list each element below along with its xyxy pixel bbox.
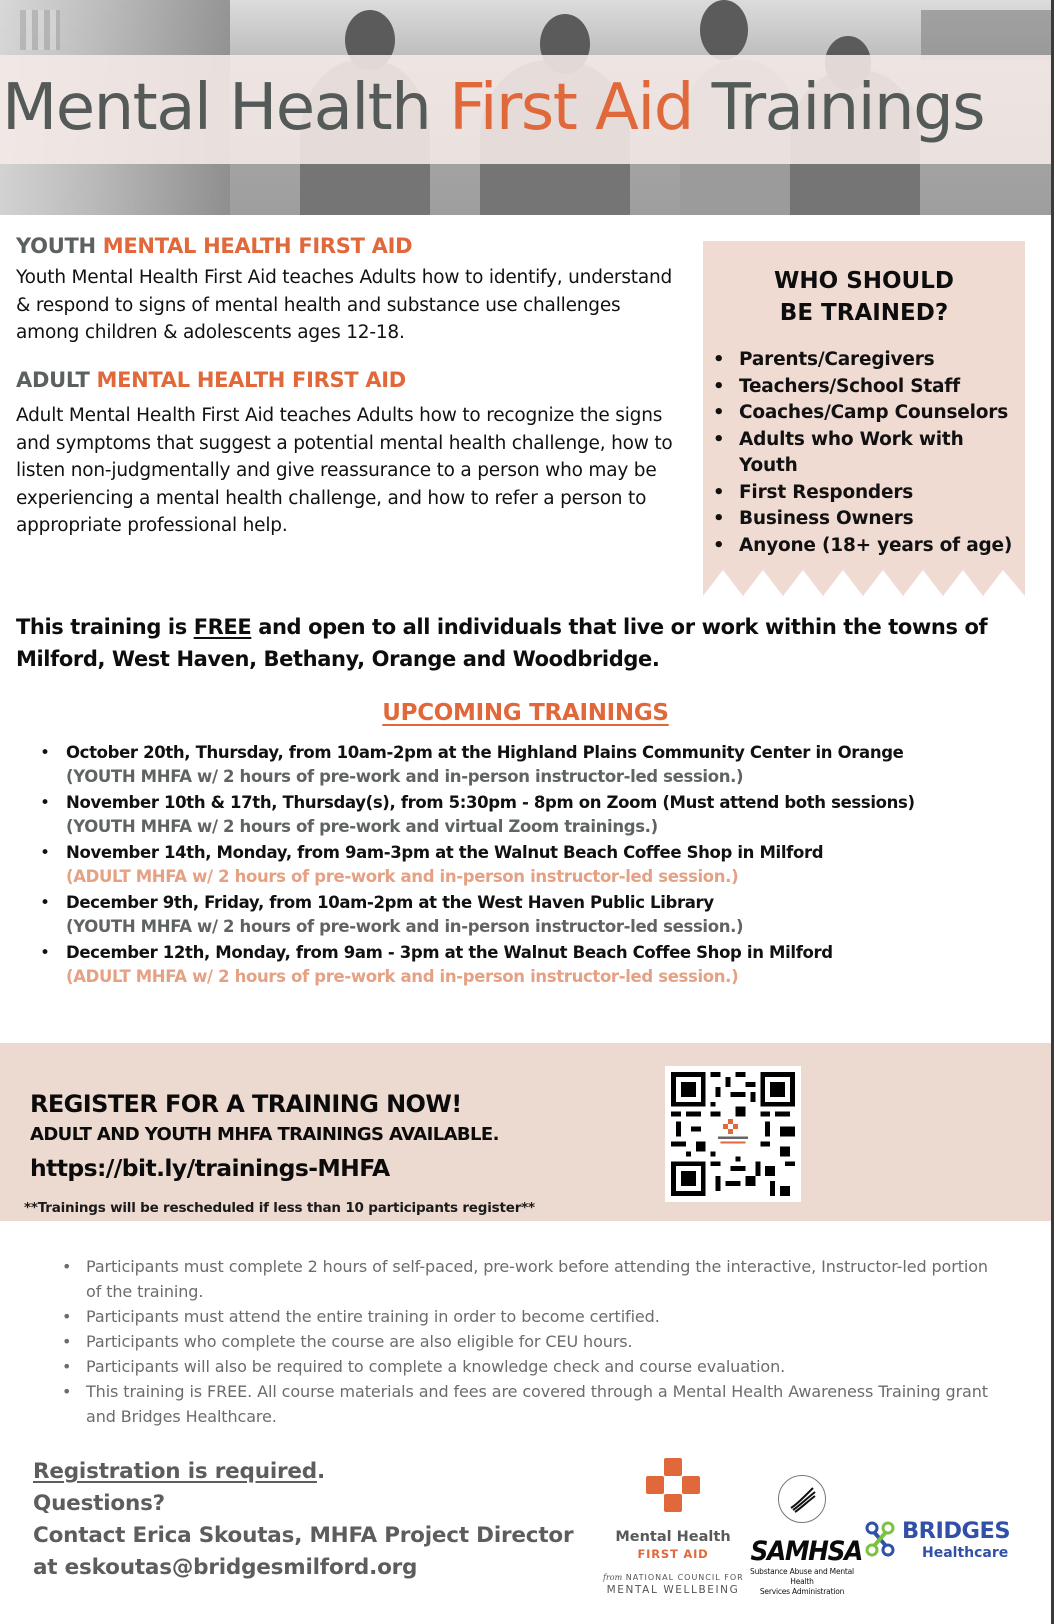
mhfa-logo (603, 1458, 743, 1598)
training-type-note: (ADULT MHFA w/ 2 hours of pre-work and in-person instructor-led session.) (66, 867, 739, 886)
contact-info (33, 1456, 593, 1584)
register-title: REGISTER FOR A TRAINING NOW! (30, 1090, 462, 1118)
adult-heading (16, 366, 676, 394)
who-should-be-trained-panel (703, 241, 1025, 598)
period: . (316, 1459, 325, 1484)
training-date-location: • November 10th & 17th, Thursday(s), from 5:30pm - 8pm on Zoom (Must attend both sessions) (66, 793, 915, 812)
zigzag-edge-decoration (703, 570, 1025, 598)
bridges-knot-icon (862, 1520, 902, 1560)
register-subtitle: ADULT AND YOUTH MHFA TRAININGS AVAILABLE. (30, 1124, 499, 1145)
free-eligibility-statement (16, 611, 1036, 675)
registration-required (33, 1456, 593, 1488)
youth-description: Youth Mental Health First Aid teaches Adults how to identify, understand & respond to signs of mental health and substance use challenges among children & adolescents ages 12-18. (16, 267, 673, 343)
training-item (38, 791, 1038, 839)
title-part: Mental Health (2, 71, 450, 145)
qr-code-icon (671, 1072, 795, 1196)
page-title (2, 68, 984, 148)
audience-item: • Business Owners (709, 506, 1025, 533)
audience-item: • Parents/Caregivers (709, 347, 1025, 374)
title-line: WHO SHOULD (774, 268, 954, 294)
training-type-note: (YOUTH MHFA w/ 2 hours of pre-work and in-person instructor-led session.) (66, 917, 744, 936)
title-accent: First Aid (449, 71, 693, 145)
youth-mhfa-section (16, 232, 676, 347)
samhsa-subtitle: Services Administration (759, 1587, 845, 1596)
contact-email-line (33, 1552, 593, 1584)
mhfa-logo-wellbeing: MENTAL WELLBEING (606, 1584, 740, 1596)
heading-prefix: ADULT (16, 368, 97, 392)
heading-accent: MENTAL HEALTH FIRST AID (102, 234, 413, 258)
samhsa-logo (746, 1475, 862, 1597)
registration-link[interactable]: https://bit.ly/trainings-MHFA (30, 1154, 390, 1182)
audience-item: • Adults who Work with Youth (709, 427, 1025, 480)
reschedule-note: **Trainings will be rescheduled if less than 10 participants register** (24, 1200, 535, 1216)
training-item (38, 841, 1038, 889)
audience-list (703, 347, 1025, 559)
requirement-item: • Participants will also be required to complete a knowledge check and course evaluation. (60, 1354, 1000, 1379)
heading-prefix: YOUTH (16, 234, 103, 258)
requirement-item: • Participants who complete the course are also eligible for CEU hours. (60, 1329, 1000, 1354)
training-item (38, 741, 1038, 789)
council-text: NATIONAL COUNCIL FOR (622, 1573, 744, 1582)
hhs-eagle-seal-icon (778, 1475, 826, 1523)
title-line: BE TRAINED? (779, 300, 949, 326)
heading-accent: MENTAL HEALTH FIRST AID (96, 368, 406, 392)
training-type-note: (YOUTH MHFA w/ 2 hours of pre-work and in-person instructor-led session.) (66, 767, 744, 786)
training-type-note: (ADULT MHFA w/ 2 hours of pre-work and in-person instructor-led session.) (66, 967, 739, 986)
requirement-item: • This training is FREE. All course materials and fees are covered through a Mental Health Awareness Training grant and Bridges Healthcare. (60, 1379, 1000, 1429)
free-emphasis: FREE (193, 615, 252, 639)
who-should-title (703, 265, 1025, 329)
training-item (38, 891, 1038, 939)
bridges-name: BRIDGES (902, 1518, 1011, 1544)
adult-mhfa-section (16, 366, 676, 540)
training-date-location: • December 9th, Friday, from 10am-2pm at the West Haven Public Library (66, 893, 714, 912)
hero-photo-skyline (921, 10, 1051, 60)
registration-qr-code[interactable] (665, 1066, 801, 1202)
title-part: Trainings (692, 71, 985, 145)
training-date-location: • November 14th, Monday, from 9am-3pm at the Walnut Beach Coffee Shop in Milford (66, 843, 824, 862)
statement-text: This training is (16, 615, 194, 639)
participant-requirements-list (60, 1254, 1000, 1429)
bridges-subtitle: Healthcare (922, 1545, 1009, 1561)
mhfa-cross-icon (646, 1458, 700, 1512)
mhfa-logo-council (603, 1572, 743, 1584)
training-schedule-list (38, 741, 1038, 991)
registration-required-text: Registration is required (33, 1459, 317, 1484)
bridges-healthcare-logo (862, 1520, 1012, 1568)
audience-item: • Coaches/Camp Counselors (709, 400, 1025, 427)
hero-banner (0, 0, 1051, 215)
statement-text: and open to all individuals that live or work within the towns of Milford, West Haven, Bethany, Orange and Woodbridge. (16, 615, 988, 671)
adult-description: Adult Mental Health First Aid teaches Adults how to recognize the signs and symptoms that suggest a potential mental health challenge, how to listen non-judgmentally and give reassurance to a person who may be experiencing a mental health challenge, and how to refer a person to appropriate professional help. (16, 405, 673, 536)
questions-label: Questions? (33, 1491, 165, 1516)
hero-photo-head (700, 0, 748, 60)
samhsa-wordmark: SAMHSA (750, 1536, 862, 1567)
audience-item: • Anyone (18+ years of age) (709, 533, 1025, 560)
contact-email-link[interactable]: eskoutas@bridgesmilford.org (64, 1555, 418, 1580)
email-prefix: at (33, 1555, 65, 1580)
requirement-item: • Participants must complete 2 hours of self-paced, pre-work before attending the interactive, Instructor-led portion of the training. (60, 1254, 1000, 1304)
youth-heading (16, 232, 676, 260)
mhfa-logo-line1: Mental Health (615, 1529, 731, 1545)
training-date-location: • October 20th, Thursday, from 10am-2pm at the Highland Plains Community Center in Orange (66, 743, 904, 762)
audience-item: • Teachers/School Staff (709, 374, 1025, 401)
from-text: from (603, 1573, 623, 1582)
training-item (38, 941, 1038, 989)
mhfa-logo-line2: FIRST AID (637, 1547, 709, 1561)
samhsa-subtitle: Substance Abuse and Mental Health (750, 1567, 854, 1586)
training-type-note: (YOUTH MHFA w/ 2 hours of pre-work and virtual Zoom trainings.) (66, 817, 658, 836)
register-band (0, 1043, 1051, 1221)
requirement-item: • Participants must attend the entire training in order to become certified. (60, 1304, 1000, 1329)
contact-person: Contact Erica Skoutas, MHFA Project Director (33, 1523, 574, 1548)
training-date-location: • December 12th, Monday, from 9am - 3pm at the Walnut Beach Coffee Shop in Milford (66, 943, 833, 962)
audience-item: • First Responders (709, 480, 1025, 507)
upcoming-trainings-title: UPCOMING TRAININGS (382, 700, 669, 726)
